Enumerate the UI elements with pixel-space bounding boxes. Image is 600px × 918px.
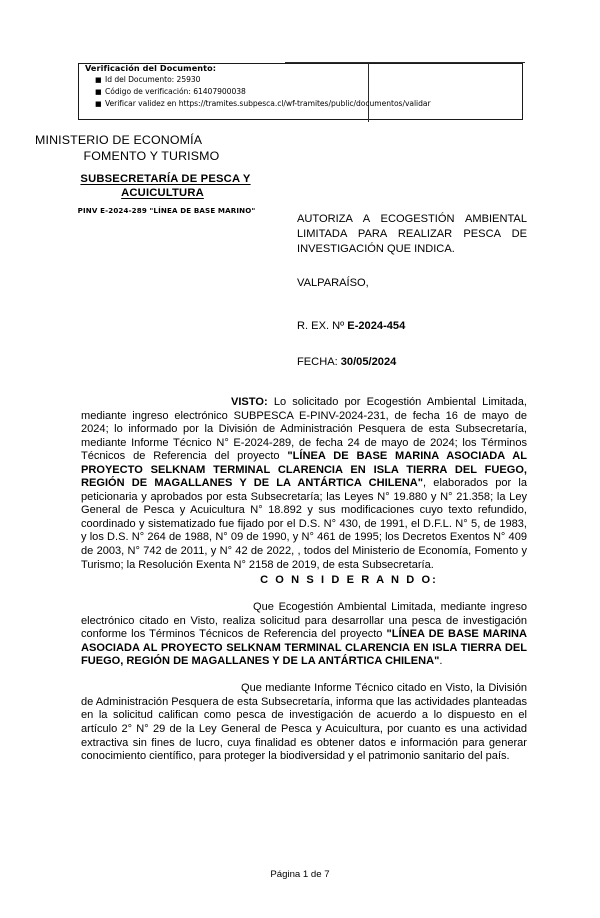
considerando-paragraph-2 [81,682,527,763]
verification-code: Código de verificación: 61407900038 [105,87,246,97]
date-label: FECHA: [297,356,341,368]
document-place: VALPARAÍSO, [297,277,369,289]
considerando-heading-wrap [81,574,527,588]
considerando-heading: C O N S I D E R A N D O: [260,574,438,587]
subsecretaria-heading [35,172,290,200]
ministry-line-1: MINISTERIO DE ECONOMÍA [35,133,203,147]
bullet-icon: ■ [95,88,102,97]
pinv-reference: PINV E-2024-289 "LÍNEA DE BASE MARINO" [77,206,256,215]
verification-title: Verificación del Documento: [85,63,217,73]
resolution-label: R. EX. Nº [297,320,348,332]
document-date-line [297,355,527,370]
visto-text-part-1: Lo solicitado por Ecogestión Ambiental Limitada, mediante ingreso electrónico SUBPESCA E-PINV-2024-231, de fecha 16 de mayo de 2024; lo informado por la División de Administración Pesquera de esta Subsecretaría, mediante Informe Técnico N° E-2024-289, de fecha 24 de mayo de 2024; los Términos Técnicos de Referencia del proyecto [81,396,527,463]
considerando-1-text-part-1: Que Ecogestión Ambiental Limitada, mediante ingreso electrónico citado en Visto, realiza solicitud para desarrollar una pesca de investigación conforme los Términos Técnicos de Referencia del proyecto [81,601,527,641]
page-footer: Página 1 de 7 [270,869,330,880]
list-item [95,86,523,98]
bullet-icon: ■ [95,76,102,84]
list-item [95,98,523,110]
letterhead [35,133,290,215]
ministry-line-2: FOMENTO Y TURISMO [83,148,220,163]
visto-paragraph [81,396,527,572]
document-subject: AUTORIZA A ECOGESTIÓN AMBIENTAL LIMITADA PARA REALIZAR PESCA DE INVESTIGACIÓN QUE INDICA. [297,213,527,256]
subsecretaria-line-1: SUBSECRETARÍA DE PESCA Y [80,173,251,185]
document-body [81,396,527,764]
visto-label: VISTO: [231,396,268,408]
verification-list [85,74,523,111]
verification-stamp [78,58,525,122]
verification-content [85,62,523,111]
date-value: 30/05/2024 [340,356,397,368]
subsecretaria-line-2: ACUICULTURA [121,187,204,199]
verification-url: Verificar validez en https://tramites.subpesca.cl/wf-tramites/public/documentos/validar [105,99,431,109]
considerando-2-text: Que mediante Informe Técnico citado en Visto, la División de Administración Pesquera de esta Subsecretaría, informa que las actividades planteadas en la solicitud califican como pesca de investigación de acuerdo a lo dispuesto en el artículo 2° N° 29 de la Ley General de Pesca y Acuicultura, por cuanto es una actividad extractiva sin fines de lucro, cuya finalidad es obtener datos e información para generar conocimiento científico, para proteger la biodiversidad y el patrimonio sanitario del país. [81,682,527,763]
considerando-1-text-part-2: . [439,655,443,668]
visto-text-part-2: , elaborados por la peticionaria y aprobados por esta Subsecretaría; las Leyes N° 19.880 y N° 21.358; la Ley General de Pesca y Acuicultura N° 18.892 y sus modificaciones cuyo texto refundido, coordinado y sistematizado fue fijado por el D.S. N° 430, de 1991, el D.F.L. N° 5, de 1983, y los D.S. N° 264 de 1988, N° 09 de 1990, y N° 461 de 1995; los Decretos Exentos N° 409 de 2003, N° 742 de 2011, y N° 42 de 2022, , todos del Ministerio de Economía, Fomento y Turismo; la Resolución Exenta N° 2158 de 2019, de esta Subsecretaría. [81,477,527,571]
considerando-paragraph-1 [81,601,527,669]
project-title: "LÍNEA DE BASE MARINA ASOCIADA AL PROYECTO SELKNAM TERMINAL CLARENCIA EN ISLA TIERRA DEL FUEGO, REGIÓN DE MAGALLANES Y DE LA ANTÁRTICA CHILENA" [81,628,527,668]
resolution-number: E-2024-454 [347,320,406,332]
resolution-number-line [297,319,527,334]
bullet-icon: ■ [95,100,102,109]
verification-doc-id: Id del Documento: 25930 [105,75,201,84]
list-item [95,74,523,86]
project-title: "LÍNEA DE BASE MARINA ASOCIADA AL PROYECTO SELKNAM TERMINAL CLARENCIA EN ISLA TIERRA DEL FUEGO, REGIÓN DE MAGALLANES Y DE LA ANTÁRTICA CHILENA" [81,450,527,490]
